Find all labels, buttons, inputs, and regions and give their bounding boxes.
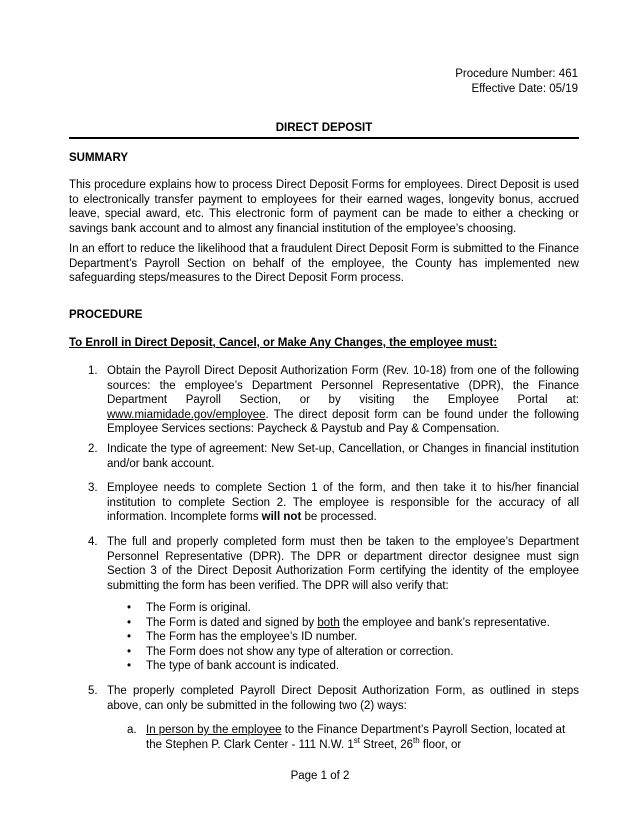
employee-portal-link[interactable]: www.miamidade.gov/employee [107,408,266,421]
list-item-text: In person by the employee to the Finance Department’s Payroll Section, located at the Stephen P. Clark Center - 111 N.W. 1st Street, 26th floor, or [146,724,566,751]
list-item-text: The full and properly completed form must then be taken to the employee’s Department Personnel Representative (DPR). The DPR or department director designee must sign Section 3 of the Direct Deposit Authorization Form certifying the identity of the employee submitting the form has been verified. The DPR will also verify that: [107,536,579,592]
bullet-icon: • [127,631,132,643]
bullet-icon: • [127,660,132,672]
header-meta [455,67,578,96]
list-item-1 [88,364,579,437]
document-title [69,121,579,139]
bullet-item: • The Form is dated and signed by both the employee and bank’s representative. [127,616,550,629]
page-footer: Page 1 of 2 [290,770,350,782]
list-item-2 [88,442,579,471]
list-item-4 [88,535,579,593]
list-item-text: Obtain the Payroll Direct Deposit Authorization Form (Rev. 10-18) from one of the following sources: the employee’s Department Personnel Representative (DPR), the Finance Department Payroll Section, or by visiting the Employee Portal at: www.miamidade.gov/employee. The direct deposit form can be found under the following Employee Services sections: Paycheck & Paystub and Pay & Compensation. [107,365,579,435]
list-number: 5. [88,685,98,697]
bullet-item: • The Form is original. [127,602,251,614]
list-item-text: Employee needs to complete Section 1 of the form, and then take it to his/her financial institution to complete Section 2. The employee is responsible for the accuracy of all information. Incomplete forms will not be processed. [107,482,579,523]
procedure-number: Procedure Number: 461 [455,68,578,80]
summary-paragraph-1: This procedure explains how to process Direct Deposit Forms for employees. Direct Deposit is used to electronically transfer payment to employees for their earned wages, longevity bonus, accrued leave, special award, etc. This electronic form of payment can be made to either a checking or savings bank account and to almost any financial institution of the employee’s choosing. [69,179,579,235]
summary-heading: SUMMARY [69,152,128,164]
list-item-text: The properly completed Payroll Direct Deposit Authorization Form, as outlined in steps above, can only be submitted in the following two (2) ways: [107,685,579,712]
bullet-icon: • [127,645,132,658]
summary-paragraph-2: In an effort to reduce the likelihood that a fraudulent Direct Deposit Form is submitted to the Finance Department’s Payroll Section on behalf of the employee, the County has implemented new safeguarding steps/measures to the Direct Deposit Form process. [69,243,579,284]
bullet-item: • The Form has the employee’s ID number. [127,631,358,643]
list-item-5a [127,723,579,752]
bullet-icon: • [127,602,132,614]
procedure-heading: PROCEDURE [69,309,143,321]
verification-bullet-list [127,601,579,674]
effective-date: Effective Date: 05/19 [471,82,578,95]
document-title-text: DIRECT DEPOSIT [275,122,373,134]
list-letter: a. [127,724,137,736]
list-item-text: Indicate the type of agreement: New Set-up, Cancellation, or Changes in financial institution and/or bank account. [107,443,579,470]
list-number: 4. [88,536,98,548]
list-number: 1. [88,365,98,377]
list-number: 2. [88,443,98,455]
bullet-item: • The Form does not show any type of alteration or correction. [127,645,454,658]
list-number: 3. [88,482,98,494]
bullet-item: • The type of bank account is indicated. [127,660,340,672]
list-item-3 [88,481,579,525]
list-item-5 [88,684,579,713]
bullet-icon: • [127,616,132,629]
procedure-subheading: To Enroll in Direct Deposit, Cancel, or Make Any Changes, the employee must: [69,337,498,349]
